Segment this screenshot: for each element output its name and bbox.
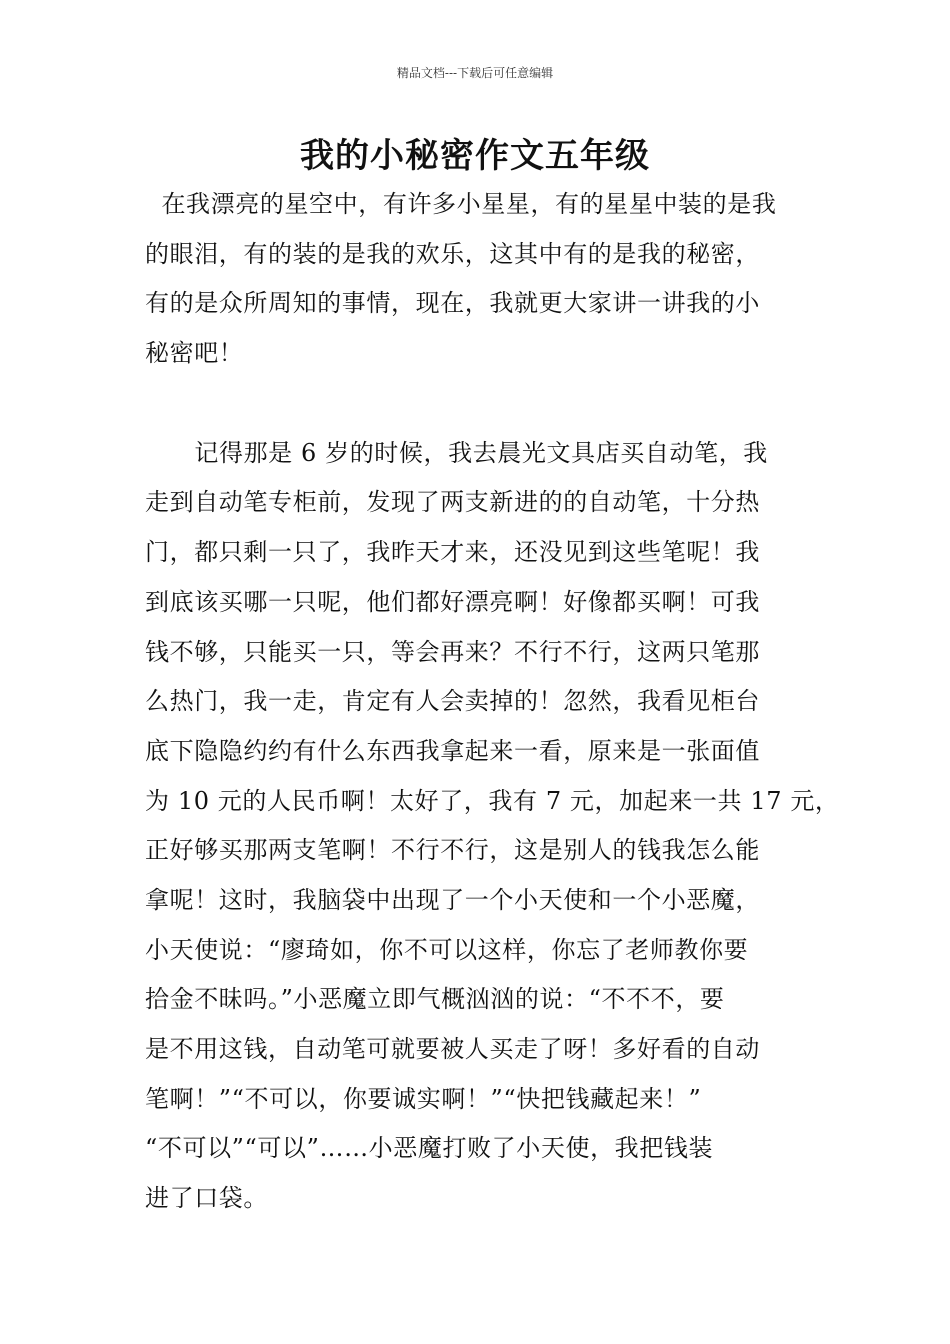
text-line: 走到自动笔专柜前，发现了两支新进的的自动笔，十分热 [145,488,760,517]
document-body [145,180,840,1224]
text-line: 钱不够，只能买一只，等会再来？不行不行，这两只笔那 [145,637,760,666]
paragraph-2 [145,429,840,1224]
text-line: 的眼泪，有的装的是我的欢乐，这其中有的是我的秘密， [145,239,760,268]
text-line: 笔啊！”“不可以，你要诚实啊！”“快把钱藏起来！” [145,1084,702,1113]
text-line: 拿呢！这时，我脑袋中出现了一个小天使和一个小恶魔， [145,885,760,914]
text-line: 在我漂亮的星空中，有许多小星星，有的星星中装的是我 [145,190,777,218]
text-line: 小天使说：“廖琦如，你不可以这样，你忘了老师教你要 [145,935,749,964]
text-line: 门，都只剩一只了，我昨天才来，还没见到这些笔呢！我 [145,538,760,567]
text-line: 记得那是 6 岁的时候，我去晨光文具店买自动笔，我 [145,438,768,467]
text-line: 是不用这钱，自动笔可就要被人买走了呀！多好看的自动 [145,1035,760,1063]
text-line: 到底该买哪一只呢，他们都好漂亮啊！好像都买啊！可我 [145,587,760,616]
text-line: 底下隐隐约约有什么东西我拿起来一看，原来是一张面值 [145,736,760,765]
text-line: 拾金不昧吗。”小恶魔立即气概汹汹的说：“不不不，要 [145,985,725,1014]
document-title: 我的小秘密作文五年级 [300,136,650,176]
paragraph-gap [145,379,825,429]
text-line: “不可以”“可以”……小恶魔打败了小天使，我把钱装 [145,1134,714,1163]
text-line: 进了口袋。 [145,1184,268,1213]
text-line: 秘密吧！ [145,339,244,368]
text-line: 正好够买那两支笔啊！不行不行，这是别人的钱我怎么能 [145,836,760,865]
text-line: 么热门，我一走，肯定有人会卖掉的！忽然，我看见柜台 [145,687,760,716]
paragraph-1 [145,180,825,379]
page-header: 精品文档---下载后可任意编辑 [396,66,554,80]
text-line: 为 10 元的人民币啊！太好了，我有 7 元，加起来一共 17 元， [145,786,840,815]
text-line: 有的是众所周知的事情，现在，我就更大家讲一讲我的小 [145,289,760,318]
